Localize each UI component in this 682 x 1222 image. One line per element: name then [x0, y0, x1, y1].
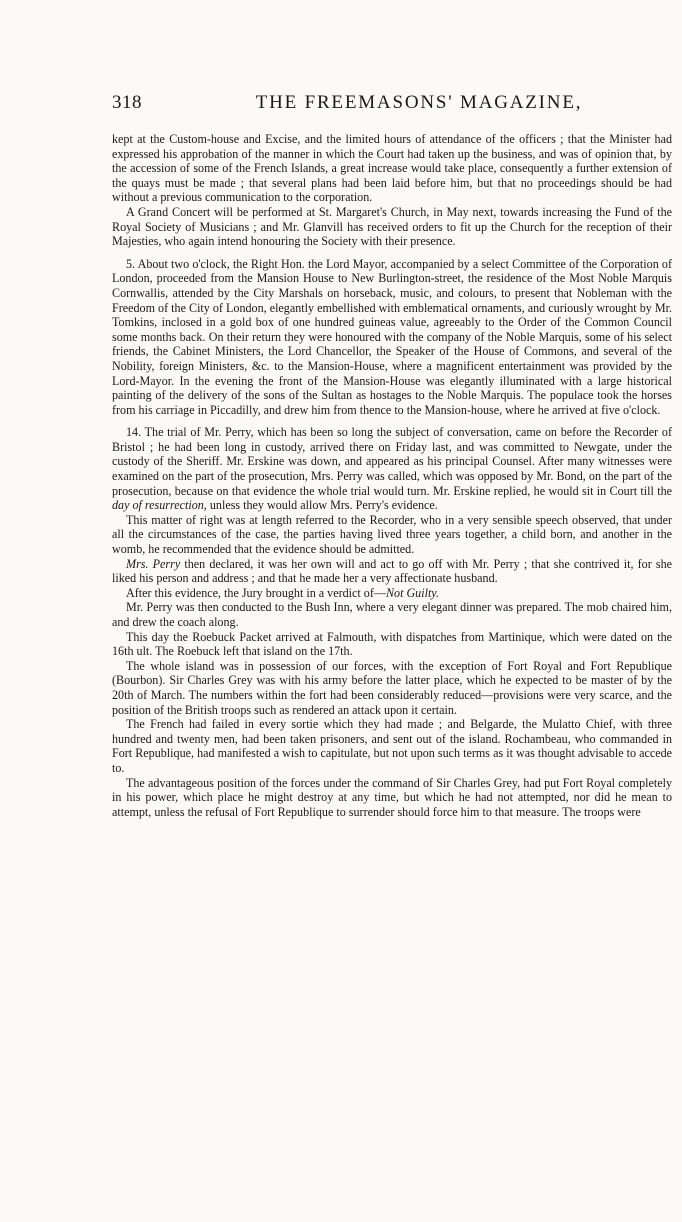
paragraph-advantageous-position: The advantageous position of the forces under the command of Sir Charles Grey, had put Fort Royal completely in his power, which place he might destroy at any time, but which he had not attempted, nor did he mean to attempt, unless the refusal of Fort Republique to surrender should force him to that measure. The troops were: [112, 775, 672, 819]
italic-day-of-resurrection: day of resurrection,: [112, 498, 207, 513]
paragraph-perry-trial: 14. The trial of Mr. Perry, which has been so long the subject of conversation, came on before the Recorder of Bristol ; he had been long in custody, arrived there on Friday last, and was committed to Newgate, under the custody of the Sheriff. Mr. Erskine was down, and appeared as his principal Counsel. After many witnesses were examined on the part of the prosecution, Mrs. Perry was called, which was opposed by Mr. Bond, on the part of the prosecution, because on that evidence the whole trial would turn. Mr. Erskine replied, he would sit in Court till the day of resurrection, unless they would allow Mrs. Perry's evidence.: [112, 425, 672, 513]
italic-mrs-perry: Mrs. Perry: [126, 556, 181, 571]
paragraph-french-sorties: The French had failed in every sortie which they had made ; and Belgarde, the Mulatto Chief, with three hundred and twenty men, had been taken prisoners, and sent out of the island. Rochambeau, who commanded in Fort Republique, had manifested a wish to capitulate, but not upon such terms as it was thought advisable to accede to.: [112, 717, 672, 775]
paragraph-lord-mayor: 5. About two o'clock, the Right Hon. the Lord Mayor, accompanied by a select Committee of the Corporation of London, proceeded from the Mansion House to New Burlington-street, the residence of the Most Noble Marquis Cornwallis, attended by the City Marshals on horseback, music, and colours, to present that Nobleman with the Freedom of the City of London, elegantly embellished with emblematical ornaments, and curiously wrought by Mr. Tomkins, inclosed in a gold box of one hundred guineas value, agreeably to the Order of the Common Council some months back. On their return they were honoured with the company of the Noble Marquis, some of his select friends, the Cabinet Ministers, the Lord Chancellor, the Speaker of the House of Commons, and several of the Nobility, foreign Ministers, &c. to the Mansion-House, where a magnificent entertainment was provided by the Lord-Mayor. In the evening the front of the Mansion-House was elegantly illuminated with a large historical painting of the delivery of the sons of the Sultan as hostages to the Noble Marquis. The populace took the horses from his carriage in Piccadilly, and drew him from thence to the Mansion-house, where he arrived at five o'clock.: [112, 256, 672, 417]
paragraph-mrs-perry-declared: Mrs. Perry then declared, it was her own will and act to go off with Mr. Perry ; that she contrived it, for she liked his person and address ; and that he made her a very affectionate husband.: [112, 556, 672, 586]
paragraph-customs-continuation: kept at the Custom-house and Excise, and the limited hours of attendance of the officers ; that the Minister had expressed his approbation of the manner in which the Court had taken up the business, and was of opinion that, by the accession of some of the French Islands, a great increase would take place, consequently a further extension of the quays must be made ; that several plans had been laid before him, but that no proceedings should be had without a previous communication to the corporation.: [112, 132, 672, 205]
paragraph-roebuck-packet: This day the Roebuck Packet arrived at Falmouth, with dispatches from Martinique, which were dated on the 16th ult. The Roebuck left that island on the 17th.: [112, 629, 672, 659]
paragraph-verdict: After this evidence, the Jury brought in a verdict of—Not Guilty.: [126, 585, 440, 600]
paragraph-whole-island: The whole island was in possession of our forces, with the exception of Fort Royal and Fort Republique (Bourbon). Sir Charles Grey was with his army before the latter place, which he expected to be master of by the 20th of March. The numbers within the fort had been considerably reduced—provisions were very scarce, and the position of the British troops such as rendered an attack upon it certain.: [112, 658, 672, 717]
paragraph-bush-inn: Mr. Perry was then conducted to the Bush Inn, where a very elegant dinner was prepared. The mob chaired him, and drew the coach along.: [112, 600, 672, 629]
paragraph-grand-concert: A Grand Concert will be performed at St. Margaret's Church, in May next, towards increasing the Fund of the Royal Society of Musicians ; and Mr. Glanvill has received orders to fit up the Church for the reception of their Majesties, who again intend honouring the Society with their presence.: [112, 204, 672, 249]
page-header: [112, 92, 672, 114]
running-head: THE FREEMASONS' MAGAZINE,: [255, 92, 583, 113]
article-body: [112, 132, 672, 819]
paragraph-matter-of-right: This matter of right was at length referred to the Recorder, who in a very sensible speech observed, that under all the circumstances of the case, the parties having lived three years together, a child born, and another in the womb, he recommended that the evidence should be admitted.: [112, 512, 672, 557]
page-number: 318: [112, 92, 142, 113]
italic-not-guilty: Not Guilty.: [385, 585, 440, 600]
